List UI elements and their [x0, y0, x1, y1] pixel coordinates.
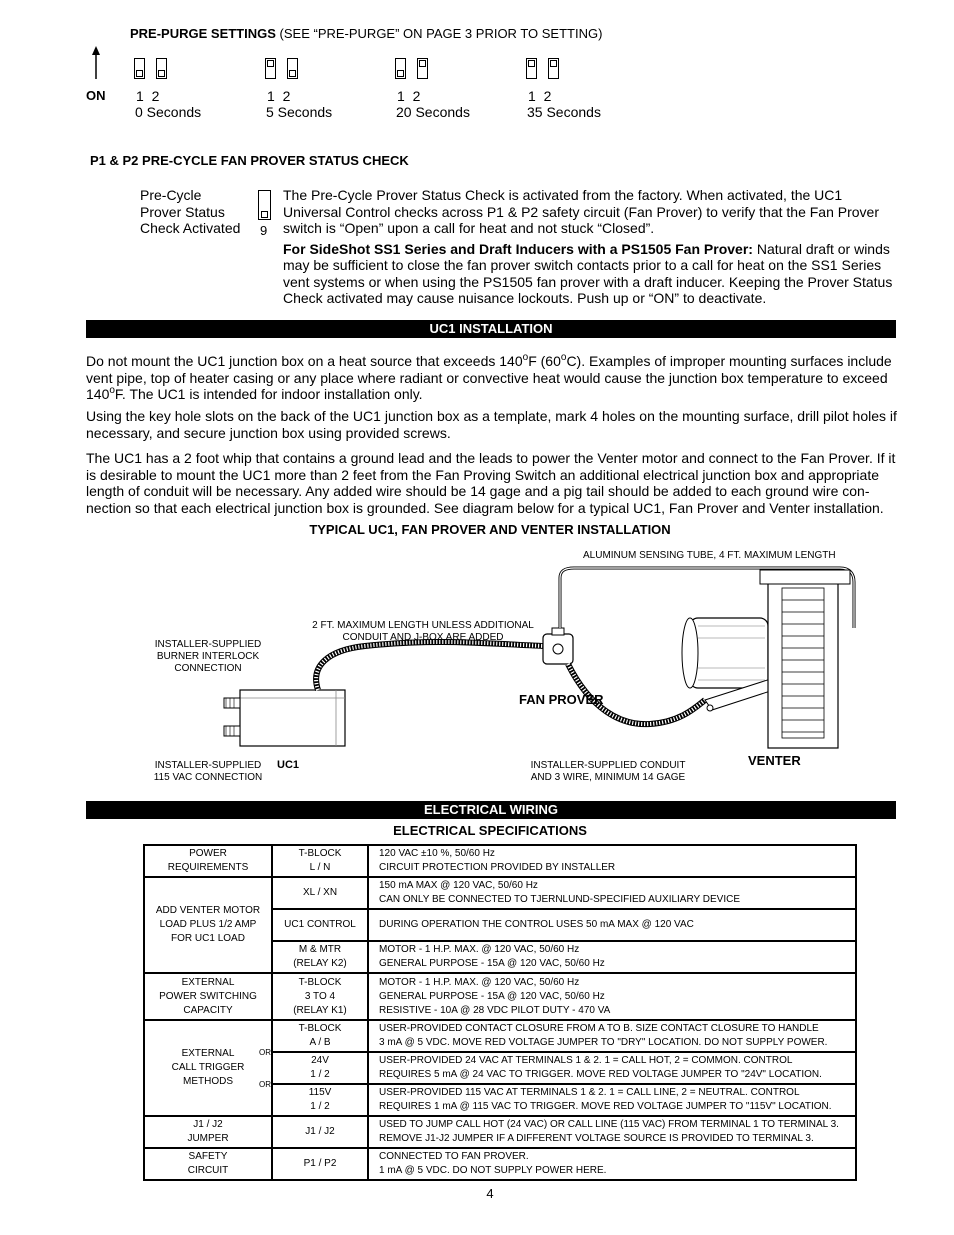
interlock-label: INSTALLER-SUPPLIED BURNER INTERLOCK CONNECTION [154, 639, 262, 674]
precycle-title: P1 & P2 PRE-CYCLE FAN PROVER STATUS CHECK [90, 153, 409, 168]
precycle-para2: For SideShot SS1 Series and Draft Inducers with a PS1505 Fan Prover: Natural draft or winds may be sufficient to close the fan prover switch contacts prior to a call for heat on the SS1 Series vent systems or when using the PS1505 fan prover with a draft inducer. Keeping the Prover Status Check activated may cause nuisance lockouts. Push up or “ON” to deactivate. [283, 240, 893, 306]
spec-table [143, 844, 857, 1181]
page-number: 4 [486, 1186, 494, 1201]
table-row: EXTERNAL POWER SWITCHING CAPACITY T-BLOCK 3 TO 4 (RELAY K1) MOTOR - 1 H.P. MAX. @ 120 VAC, 50/60 Hz GENERAL PURPOSE - 15A @ 120 VAC, 50/60 Hz RESISTIVE - 10A @ 28 VDC PILOT DUTY - 470 VA [144, 973, 856, 1020]
table-row: SAFETY CIRCUIT P1 / P2 CONNECTED TO FAN PROVER. 1 mA @ 5 VDC. DO NOT SUPPLY POWER HERE. [144, 1148, 856, 1180]
dip-switch-9 [258, 190, 271, 220]
dip-switch-1 [395, 58, 406, 79]
prepurge-title: PRE-PURGE SETTINGS [130, 26, 276, 41]
switch-numbers: 1 2 [136, 88, 160, 104]
switch-numbers: 1 2 [528, 88, 552, 104]
dip-switch-1 [526, 58, 537, 79]
fan-prover-label: FAN PROVER [519, 692, 604, 707]
setting-label: 20 Seconds [396, 104, 470, 120]
installation-para1: Do not mount the UC1 junction box on a heat source that exceeds 140$^o$F (60$^o$C). Examples of improper mounting surfaces include vent pipe, top of heater casing or any place where radiant or convective heat would cause the junction box temperature to exceed 140$^o$F. The UC1 is intended for indoor installation only. [86, 352, 892, 402]
dip-switch-2 [156, 58, 167, 79]
setting-label: 35 Seconds [527, 104, 601, 120]
prepurge-subtitle: (SEE “PRE-PURGE” ON PAGE 3 PRIOR TO SETTING) [275, 26, 603, 41]
table-row: EXTERNAL CALL TRIGGER METHODS T-BLOCK A / B USER-PROVIDED CONTACT CLOSURE FROM A TO B. SIZE CONTACT CLOSURE TO HANDLE 3 mA @ 5 VDC. MOVE RED VOLTAGE JUMPER TO "DRY" LOCATION. DO NOT SUPPLY POWER. [144, 1020, 856, 1052]
table-row: OR 24V 1 / 2 USER-PROVIDED 24 VAC AT TERMINALS 1 & 2. 1 = CALL HOT, 2 = COMMON. CONTROL REQUIRES 5 mA @ 24 VAC TO TRIGGER. MOVE RED VOLTAGE JUMPER TO "24V" LOCATION. [144, 1052, 856, 1084]
setting-label: 0 Seconds [135, 104, 202, 120]
setting-label: 5 Seconds [266, 104, 333, 120]
table-row: ADD VENTER MOTOR LOAD PLUS 1/2 AMP FOR UC1 LOAD XL / XN 150 mA MAX @ 120 VAC, 50/60 Hz CAN ONLY BE CONNECTED TO TJERNLUND-SPECIFIED AUXILIARY DEVICE [144, 877, 856, 909]
fan-prover-switch [543, 628, 573, 664]
switch-number-9: 9 [260, 223, 268, 238]
venter-label: VENTER [748, 753, 801, 768]
table-row: J1 / J2 JUMPER J1 / J2 USED TO JUMP CALL HOT (24 VAC) OR CALL LINE (115 VAC) FROM TERMINAL 1 TO TERMINAL 3. REMOVE J1-J2 JUMPER IF A DIFFERENT VOLTAGE SOURCE IS PROVIDED TO TERMINAL 3. [144, 1116, 856, 1148]
wiring-header: ELECTRICAL WIRING [86, 801, 896, 819]
precycle-description [283, 187, 898, 307]
conduit-label: INSTALLER-SUPPLIED CONDUIT AND 3 WIRE, MINIMUM 14 GAGE [530, 760, 686, 783]
table-row: UC1 CONTROL DURING OPERATION THE CONTROL USES 50 mA MAX @ 120 VAC [144, 909, 856, 941]
length-label: 2 FT. MAXIMUM LENGTH UNLESS ADDITIONAL CONDUIT AND J-BOX ARE ADDED [312, 620, 534, 643]
installation-para2: Using the key hole slots on the back of the UC1 junction box as a template, mark 4 holes on the mounting surface, drill pilot holes if necessary, and secure junction box using provided screws. [86, 408, 897, 441]
on-label: ON [86, 88, 106, 103]
or-label: OR [259, 1048, 271, 1057]
precycle-label: Pre-Cycle Prover Status Check Activated [140, 187, 241, 236]
dip-switch-2 [417, 58, 428, 79]
switch-numbers: 1 2 [397, 88, 421, 104]
diagram-title: TYPICAL UC1, FAN PROVER AND VENTER INSTALLATION [309, 522, 671, 537]
dip-switch-1 [265, 58, 276, 79]
uc1-box [224, 690, 345, 746]
uc1-label: UC1 [277, 759, 300, 771]
dip-switch-1 [134, 58, 145, 79]
installation-para3: The UC1 has a 2 foot whip that contains a ground lead and the leads to power the Venter motor and connect to the Fan Prover. If it is desirable to mount the UC1 more than 2 feet from the Fan Proving Switch an additional electrical junction box and appropriate length of conduit will be necessary. Any added wire should be 14 gage and a pig tail should be added to each ground wire con-nection so that each electrical junction box is grounded. See diagram below for a typical UC1, Fan Prover and Venter installation. [86, 450, 896, 516]
spec-title: ELECTRICAL SPECIFICATIONS [393, 823, 587, 838]
table-row: POWER REQUIREMENTS T-BLOCK L / N 120 VAC ±10 %, 50/60 Hz CIRCUIT PROTECTION PROVIDED BY INSTALLER [144, 845, 856, 877]
tube-label: ALUMINUM SENSING TUBE, 4 FT. MAXIMUM LENGTH [583, 550, 836, 561]
vac-label: INSTALLER-SUPPLIED 115 VAC CONNECTION [153, 760, 263, 783]
switch-numbers: 1 2 [267, 88, 291, 104]
or-label: OR [259, 1080, 271, 1089]
precycle-para1: The Pre-Cycle Prover Status Check is activated from the factory. When activated, the UC1 Universal Control checks across P1 & P2 safety circuit (Fan Prover) to verify that the Fan Prover switch is “Open” upon a call for heat and not stuck “Closed”. [283, 187, 879, 236]
dip-switch-2 [548, 58, 559, 79]
up-arrow-icon [90, 46, 102, 80]
prepurge-heading [130, 26, 602, 42]
table-row: OR 115V 1 / 2 USER-PROVIDED 115 VAC AT TERMINALS 1 & 2. 1 = CALL LINE, 2 = NEUTRAL. CONTROL REQUIRES 1 mA @ 115 VAC TO TRIGGER. MOVE RED VOLTAGE JUMPER TO "115V" LOCATION. [144, 1084, 856, 1116]
dip-switch-2 [287, 58, 298, 79]
table-row: M & MTR (RELAY K2) MOTOR - 1 H.P. MAX. @ 120 VAC, 50/60 Hz GENERAL PURPOSE - 15A @ 120 VAC, 50/60 Hz [144, 941, 856, 973]
venter-unit [682, 570, 850, 748]
installation-header: UC1 INSTALLATION [86, 320, 896, 338]
